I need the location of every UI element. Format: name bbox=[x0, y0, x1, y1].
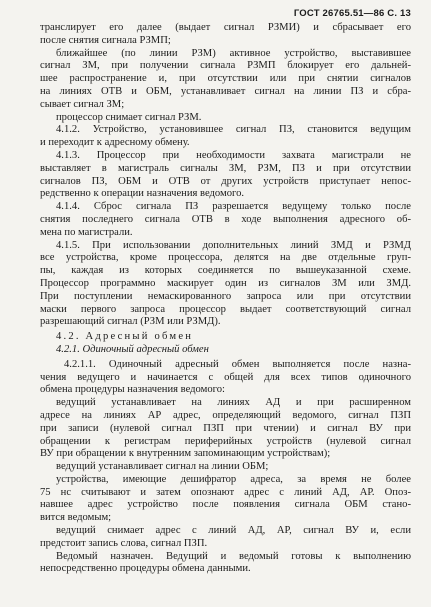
text-line: обмена процедуры назначения ведомого: bbox=[40, 384, 225, 396]
text-line: выставляет в магистраль сигналы ЗМ, РЗМ, ПЗ и при отсутствии bbox=[40, 162, 411, 174]
text-line: 4.1.2. Устройство, установившее сигнал ПЗ, становится ведущим bbox=[56, 124, 411, 136]
text-line: редственно к операции назначения ведомого. bbox=[40, 188, 245, 200]
text-line: обращении к регистрам периферийных устройств (нулевой сигнал bbox=[40, 435, 411, 447]
text-line: устройства, имеющие дешифратор адреса, за время не более bbox=[56, 473, 411, 485]
text-line: снятия последнего сигнала ОТВ в ходе выполнения адресного об- bbox=[40, 213, 411, 225]
text-line: 4.1.4. Сброс сигнала ПЗ разрешается ведущему только после bbox=[56, 201, 411, 213]
text-line: ведущий устанавливает сигнал на линии ОБМ; bbox=[56, 461, 269, 473]
text-line: и переходит к адресному обмену. bbox=[40, 137, 190, 149]
subsection-heading: 4.2.1. Одиночный адресный обмен bbox=[56, 343, 209, 355]
text-line: вится ведомым; bbox=[40, 512, 112, 524]
text-line: ВУ при обращении к внутренним запоминающим устройствам); bbox=[40, 448, 331, 460]
text-line: после снятия сигнала РЗМП; bbox=[40, 34, 171, 46]
text-line: Ведомый назначен. Ведущий и ведомый готовы к выполнению bbox=[56, 550, 411, 562]
page-header: ГОСТ 26765.51—86 С. 13 bbox=[293, 8, 411, 19]
text-line: непосредственно процедуры обмена данными. bbox=[40, 563, 251, 575]
text-line: Процессор программно маскирует один из сигналов ЗМ или ЗМД. bbox=[40, 277, 411, 289]
text-line: транслирует его далее (выдает сигнал РЗМИ) и сбрасывает его bbox=[40, 22, 411, 33]
text-line: на линиях ОТВ и ОБМ, устанавливает сигнал на линии ПЗ и сбра- bbox=[40, 85, 411, 97]
section-heading: 4.2. Адресный обмен bbox=[56, 331, 194, 343]
text-line: сигналов ПЗ, ОБМ и ОТВ от других устройств приступает непос- bbox=[40, 175, 411, 187]
text-line: все устройства, кроме процессора, делятся на две отдельные груп- bbox=[40, 252, 411, 264]
text-line: процессор снимает сигнал РЗМ. bbox=[56, 111, 202, 123]
text-line: шее распространение и, при отсутствии или при снятии сигналов bbox=[40, 73, 411, 85]
text-line: маски первого запроса процессор выдает соответствующий сигнал bbox=[40, 303, 411, 315]
text-line: 4.1.5. При использовании дополнительных линий ЗМД и РЗМД bbox=[56, 239, 411, 251]
text-line: разрешающий сигнал (РЗМ или РЗМД). bbox=[40, 316, 221, 328]
text-line: мена по магистрали. bbox=[40, 226, 133, 238]
text-line: 75 нс считывают и затем опознают адрес с линий АД, АР. Опоз- bbox=[40, 486, 411, 498]
text-line: адресе на линиях АР адрес, определяющий ведомого, сигнал ПЗП bbox=[40, 409, 411, 421]
text-line: при записи (нулевой сигнал ПЗП при чтении) и сигнал ВУ при bbox=[40, 422, 411, 434]
text-line: 4.2.1.1. Одиночный адресный обмен выполняется после назна- bbox=[64, 358, 411, 370]
text-line: чения ведущего и начинается с общей для всех типов одиночного bbox=[40, 371, 411, 383]
text-line: сигнал ЗМ, при получении сигнала РЗМП блокирует его дальней- bbox=[40, 60, 411, 72]
text-line: ведущий устанавливает на линиях АД и при расширенном bbox=[56, 397, 411, 409]
text-line: 4.1.3. Процессор при необходимости захвата магистрали не bbox=[56, 149, 411, 161]
text-line: ближайшее (по линии РЗМ) активное устройство, выставившее bbox=[56, 47, 411, 59]
text-line: навшее адрес устройство после появления сигнала ОБМ стано- bbox=[40, 499, 411, 511]
text-line: сывает сигнал ЗМ; bbox=[40, 98, 125, 110]
text-line: ведущий снимает адрес с линий АД, АР, сигнал ВУ и, если bbox=[56, 525, 411, 537]
text-line: пы, каждая из которых соединяется по вышеуказанной схеме. bbox=[40, 265, 411, 277]
text-line: При поступлении немаскированного запроса или при отсутствии bbox=[40, 290, 411, 302]
text-line: предстоит запись слова, сигнал ПЗП. bbox=[40, 537, 208, 549]
